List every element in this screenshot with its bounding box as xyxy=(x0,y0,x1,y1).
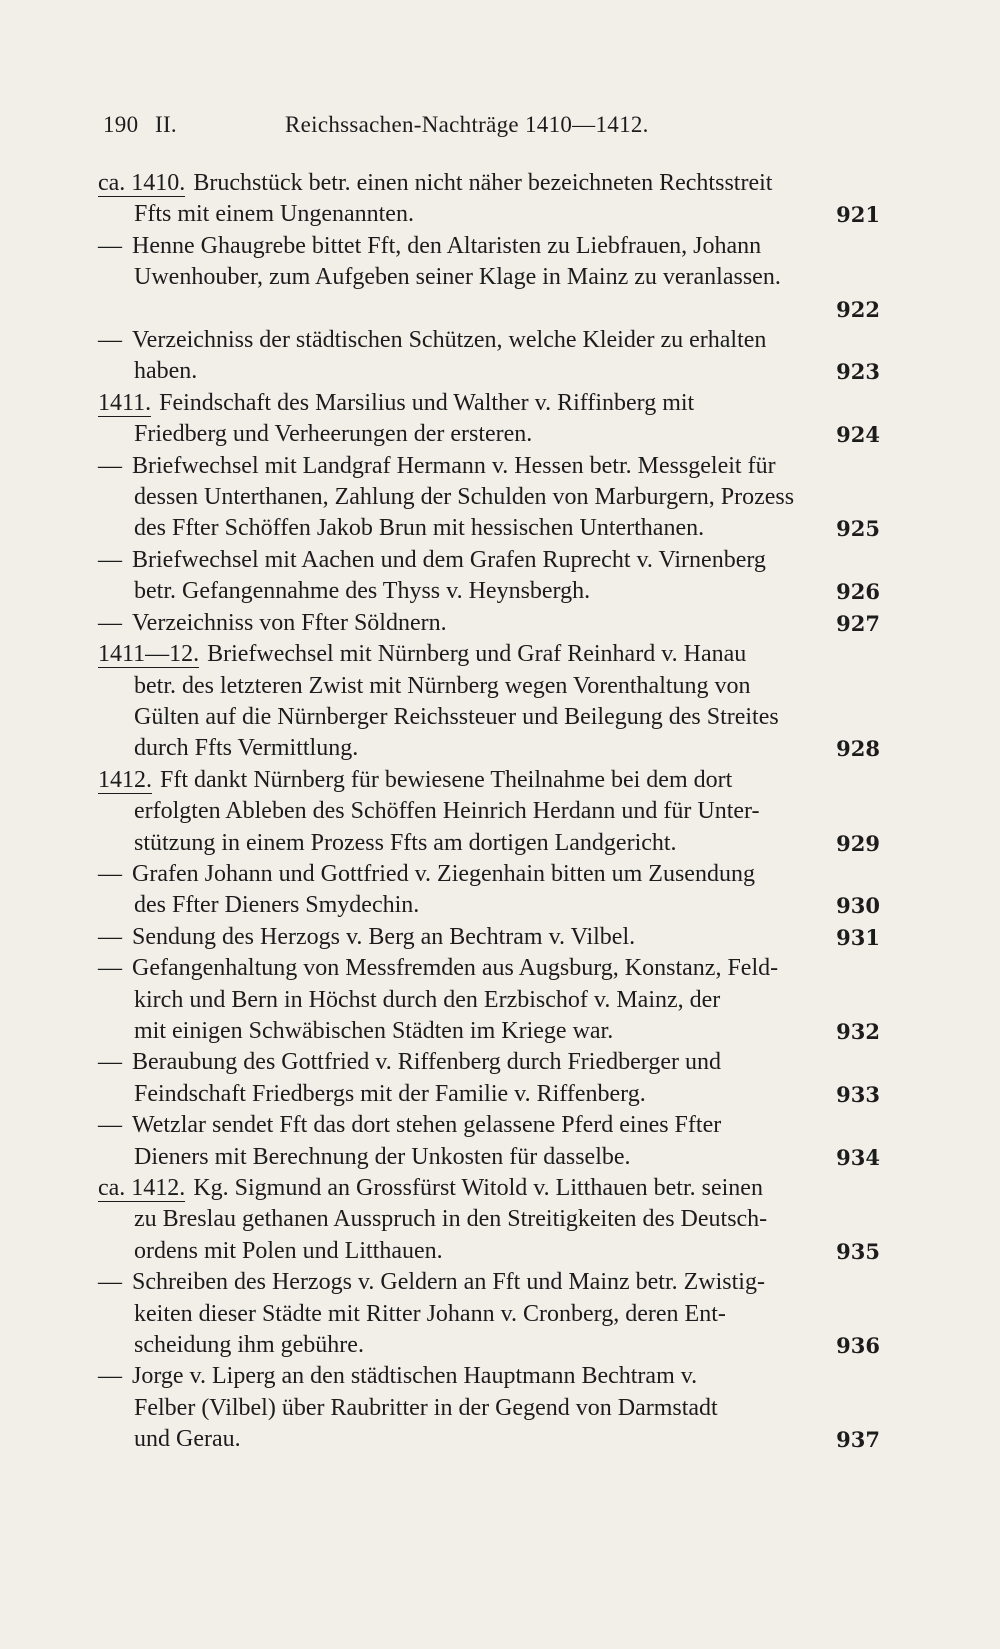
entry-dash: — xyxy=(98,327,122,354)
entry-text: scheidung ihm gebühre. xyxy=(134,1332,364,1359)
running-title: Reichssachen-Nachträge 1410—1412. xyxy=(285,112,649,137)
entry-text: des Ffter Dieners Smydechin. xyxy=(134,892,420,919)
entry-number: 934 xyxy=(836,1144,880,1170)
entry-text: Briefwechsel mit Aachen und dem Grafen Ruprecht v. Virnenberg xyxy=(132,546,766,573)
entry-text: und Gerau. xyxy=(134,1426,241,1453)
entry-text: Feindschaft des Marsilius und Walther v. Riffinberg mit xyxy=(159,389,695,416)
entry-line xyxy=(98,576,880,607)
entry-number: 926 xyxy=(836,579,880,605)
entry-text: dessen Unterthanen, Zahlung der Schulden von Marburgern, Prozess xyxy=(134,484,795,511)
entry-text: Feindschaft Friedbergs mit der Familie v. Riffenberg. xyxy=(134,1080,646,1107)
entry-line xyxy=(98,262,880,293)
entry-line xyxy=(98,1110,880,1141)
entry-date: ca. 1410. xyxy=(98,170,186,196)
entry-text: Kg. Sigmund an Grossfürst Witold v. Litthauen betr. seinen xyxy=(193,1175,763,1201)
entry-date: 1411. xyxy=(98,389,152,416)
entry-number: 928 xyxy=(836,736,880,762)
entry-line xyxy=(98,953,880,984)
entry-number: 933 xyxy=(836,1081,880,1107)
running-header xyxy=(103,112,703,138)
entry-text: des Ffter Schöffen Jakob Brun mit hessischen Unterthanen. xyxy=(134,515,705,542)
entry-line xyxy=(98,1267,880,1298)
entry-text: Bruchstück betr. einen nicht näher bezeichneten Rechtsstreit xyxy=(193,170,773,196)
entry-text: Gülten auf die Nürnberger Reichssteuer und Beilegung des Streites xyxy=(134,703,779,730)
entry-dash: — xyxy=(98,609,122,636)
entry-934 xyxy=(98,1110,880,1173)
entry-number: 923 xyxy=(836,359,880,385)
entry-text: Dieners mit Berechnung der Unkosten für dasselbe. xyxy=(134,1143,631,1170)
entry-dash: — xyxy=(98,860,122,887)
entry-line xyxy=(98,1173,880,1204)
entry-line xyxy=(98,1361,880,1392)
section-number: II. xyxy=(155,112,177,137)
entry-line xyxy=(98,733,880,764)
entry-text: durch Ffts Vermittlung. xyxy=(134,735,359,762)
entry-text: mit einigen Schwäbischen Städten im Kriege war. xyxy=(134,1017,614,1044)
entry-number: 929 xyxy=(836,830,880,856)
entry-date: ca. 1412. xyxy=(98,1175,186,1201)
entry-number: 935 xyxy=(836,1238,880,1264)
entry-937 xyxy=(98,1361,880,1455)
entry-935 xyxy=(98,1173,880,1267)
entry-text: Wetzlar sendet Fft das dort stehen gelassene Pferd eines Ffter xyxy=(132,1112,722,1139)
entry-dash: — xyxy=(98,232,122,259)
entry-line xyxy=(98,639,880,670)
entry-dash: — xyxy=(98,452,122,479)
entry-line xyxy=(98,1204,880,1235)
entry-text: Beraubung des Gottfried v. Riffenberg durch Friedberger und xyxy=(132,1049,721,1076)
entry-text: Sendung des Herzogs v. Berg an Bechtram v. Vilbel. xyxy=(132,923,636,950)
entry-number: 932 xyxy=(836,1018,880,1044)
entry-line xyxy=(98,231,880,262)
entry-number: 924 xyxy=(836,422,880,448)
entry-line xyxy=(98,796,880,827)
entry-text: kirch und Bern in Höchst durch den Erzbischof v. Mainz, der xyxy=(134,986,721,1013)
entry-line xyxy=(98,859,880,890)
entry-text: Schreiben des Herzogs v. Geldern an Fft und Mainz betr. Zwistig- xyxy=(132,1269,765,1296)
entry-933 xyxy=(98,1047,880,1110)
entry-923 xyxy=(98,325,880,388)
entry-dash: — xyxy=(98,1269,122,1296)
entry-927 xyxy=(98,608,880,639)
entry-line xyxy=(98,671,880,702)
entry-line xyxy=(98,1047,880,1078)
entry-text: ordens mit Polen und Litthauen. xyxy=(134,1237,443,1264)
entry-926 xyxy=(98,545,880,608)
entry-line xyxy=(98,388,880,419)
entry-932 xyxy=(98,953,880,1047)
entry-text: keiten dieser Städte mit Ritter Johann v. Cronberg, deren Ent- xyxy=(134,1300,726,1327)
entry-929 xyxy=(98,765,880,859)
entry-line xyxy=(98,451,880,482)
entry-text: Ffts mit einem Ungenannten. xyxy=(134,201,414,228)
entry-text: haben. xyxy=(134,358,198,385)
entry-line xyxy=(98,1236,880,1267)
entry-number: 930 xyxy=(836,893,880,919)
entry-line xyxy=(98,765,880,796)
entry-line xyxy=(98,294,880,325)
entry-dash: — xyxy=(98,546,122,573)
entry-924 xyxy=(98,388,880,451)
entry-text: betr. Gefangennahme des Thyss v. Heynsbergh. xyxy=(134,578,591,605)
entry-text: Friedberg und Verheerungen der ersteren. xyxy=(134,421,533,448)
entry-928 xyxy=(98,639,880,765)
entry-line xyxy=(98,168,880,199)
entry-dash: — xyxy=(98,1049,122,1076)
entry-number: 936 xyxy=(836,1333,880,1359)
entry-line xyxy=(98,1330,880,1361)
entry-number: 931 xyxy=(836,924,880,950)
entry-line xyxy=(98,199,880,230)
entry-930 xyxy=(98,859,880,922)
entry-line xyxy=(98,482,880,513)
entry-line xyxy=(98,1142,880,1173)
entry-line xyxy=(98,1299,880,1330)
entry-line xyxy=(98,1424,880,1455)
entry-line xyxy=(98,702,880,733)
entry-line xyxy=(98,356,880,387)
entry-date: 1412. xyxy=(98,766,152,793)
entry-number: 922 xyxy=(836,296,880,322)
entry-931 xyxy=(98,922,880,953)
entry-number: 927 xyxy=(836,610,880,636)
entry-text: Gefangenhaltung von Messfremden aus Augsburg, Konstanz, Feld- xyxy=(132,955,779,982)
entry-line xyxy=(98,513,880,544)
entry-921 xyxy=(98,168,880,231)
entry-line xyxy=(98,325,880,356)
entry-line xyxy=(98,1393,880,1424)
entry-text: zu Breslau gethanen Ausspruch in den Streitigkeiten des Deutsch- xyxy=(134,1206,768,1233)
entry-text: Verzeichniss der städtischen Schützen, welche Kleider zu erhalten xyxy=(132,327,767,354)
entry-line xyxy=(98,828,880,859)
entry-text: Verzeichniss von Ffter Söldnern. xyxy=(132,609,447,636)
entry-dash: — xyxy=(98,955,122,982)
entry-text: Briefwechsel mit Nürnberg und Graf Reinhard v. Hanau xyxy=(207,641,747,668)
entry-line xyxy=(98,922,880,953)
entry-dash: — xyxy=(98,923,122,950)
entry-line xyxy=(98,1079,880,1110)
entry-list xyxy=(98,168,880,1456)
entry-line xyxy=(98,890,880,921)
entry-text: Felber (Vilbel) über Raubritter in der Gegend von Darmstadt xyxy=(134,1394,718,1421)
entry-number: 925 xyxy=(836,516,880,542)
entry-date: 1411—12. xyxy=(98,641,200,668)
entry-line xyxy=(98,419,880,450)
entry-936 xyxy=(98,1267,880,1361)
entry-text: Briefwechsel mit Landgraf Hermann v. Hessen betr. Messgeleit für xyxy=(132,452,776,479)
entry-line xyxy=(98,985,880,1016)
entry-dash: — xyxy=(98,1112,122,1139)
entry-text: Fft dankt Nürnberg für bewiesene Theilnahme bei dem dort xyxy=(160,766,733,793)
entry-text: betr. des letzteren Zwist mit Nürnberg wegen Vorenthaltung von xyxy=(134,672,751,699)
entry-text: Grafen Johann und Gottfried v. Ziegenhain bitten um Zusendung xyxy=(132,860,755,887)
entry-number: 937 xyxy=(836,1427,880,1453)
entry-text: Uwenhouber, zum Aufgeben seiner Klage in Mainz zu veranlassen. xyxy=(134,264,781,291)
entry-text: Henne Ghaugrebe bittet Fft, den Altaristen zu Liebfrauen, Johann xyxy=(132,232,762,259)
entry-text: Jorge v. Liperg an den städtischen Hauptmann Bechtram v. xyxy=(132,1363,698,1390)
entry-922 xyxy=(98,231,880,325)
entry-dash: — xyxy=(98,1363,122,1390)
entry-text: stützung in einem Prozess Ffts am dortigen Landgericht. xyxy=(134,829,677,856)
entry-line xyxy=(98,608,880,639)
entry-line xyxy=(98,1016,880,1047)
entry-number: 921 xyxy=(836,202,880,228)
entry-text: erfolgten Ableben des Schöffen Heinrich Herdann und für Unter- xyxy=(134,798,760,825)
page-number: 190 xyxy=(103,112,139,137)
entry-line xyxy=(98,545,880,576)
entry-925 xyxy=(98,451,880,545)
